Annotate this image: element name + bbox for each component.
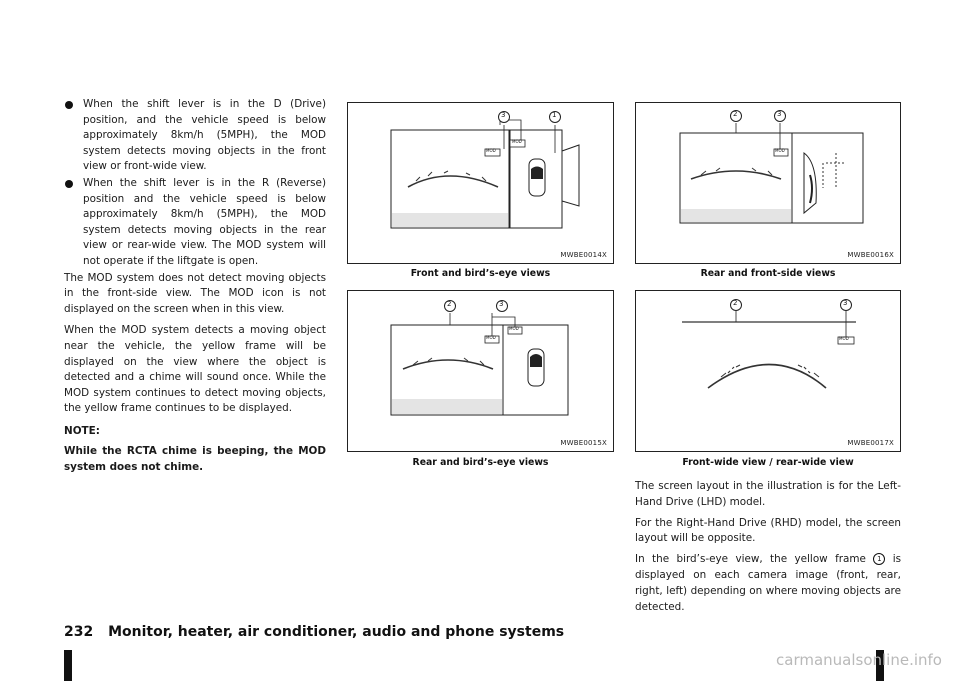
callout-3: 3 [777,110,782,118]
watermark: carmanualsonline.info [776,651,942,669]
figure-front-wide-rear-wide [635,290,901,452]
figure-caption: Rear and bird’s-eye views [412,457,549,468]
bullet-reverse-position: When the shift lever is in the R (Reverse) position and the vehicle speed is below approximately 8km/h (5MPH), the MOD system detects moving objects in the rear view or rear-wide view. The MOD system will not operate if the liftgate is open. [64,176,326,270]
figure-rear-birds-eye [347,290,614,452]
figure-code: MWBE0014X [560,251,607,259]
callout-2: 2 [733,110,738,118]
paragraph-text: is displayed on each camera image (front, rear, right, left) depending on where moving objects are detected. [635,553,902,613]
figure-rear-front-side [635,102,901,264]
mod-icon: MOD [486,335,496,340]
callout-1: 1 [552,111,557,119]
bullet-drive-position: When the shift lever is in the D (Drive) position, and the vehicle speed is below approximately 8km/h (5MPH), the MOD system detects moving objects in the front view or front-wide view. [64,97,326,175]
figure-front-birds-eye [347,102,614,264]
mod-icon: MOD [775,148,785,153]
callout-2: 2 [447,300,452,308]
mod-icon: MOD [486,148,496,153]
mod-icon: MOD [512,139,522,144]
right-text-column [635,479,901,620]
front-birds-eye-illustration [348,103,615,265]
front-wide-rear-wide-illustration [636,291,902,453]
mod-icon: MOD [509,326,519,331]
section-title: Monitor, heater, air conditioner, audio and phone systems [108,624,565,640]
paragraph-yellow-frame: When the MOD system detects a moving object near the vehicle, the yellow frame will be displayed on the view where the object is detected and a chime will sound once. While the MOD system continues to detect moving objects, the yellow frame continues to be displayed. [64,324,326,415]
callout-3: 3 [501,111,506,119]
note-body: While the RCTA chime is beeping, the MOD system does not chime. [64,445,326,474]
paragraph-birds-eye-frame [635,552,901,615]
left-text-column [64,97,326,476]
figure-code: MWBE0015X [560,439,607,447]
margin-bar-left [64,650,72,681]
callout-1-icon: 1 [873,553,885,565]
paragraph-text: In the bird’s-eye view, the yellow frame [635,553,866,566]
paragraph-front-side-view: The MOD system does not detect moving objects in the front-side view. The MOD icon is not displayed on the screen when in this view. [64,271,326,315]
figure-caption: Front-wide view / rear-wide view [682,457,854,468]
paragraph-rhd-layout: For the Right-Hand Drive (RHD) model, the screen layout will be opposite. [635,516,901,545]
figure-code: MWBE0016X [847,251,894,259]
callout-2: 2 [733,299,738,307]
note-heading: NOTE: [64,424,100,437]
page-footer [64,624,564,640]
callout-3: 3 [843,299,848,307]
rear-front-side-illustration [636,103,902,265]
mod-icon: MOD [839,336,849,341]
callout-3: 3 [499,300,504,308]
figure-code: MWBE0017X [847,439,894,447]
paragraph-lhd-layout: The screen layout in the illustration is for the Left-Hand Drive (LHD) model. [635,480,901,508]
rear-birds-eye-illustration [348,291,615,453]
figure-caption: Front and bird’s-eye views [410,268,551,279]
page-number: 232 [64,624,94,640]
figure-caption: Rear and front-side views [700,268,836,279]
